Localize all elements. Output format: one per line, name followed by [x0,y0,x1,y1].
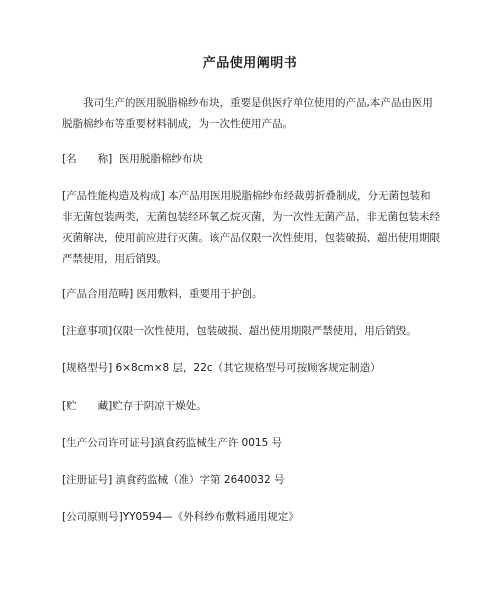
section-label: [注册证号] [62,474,113,486]
section-text: 6×8cm×8 层，22c（其它规格型号可按顾客规定制造） [115,362,381,374]
section-label: [贮 藏] [62,400,113,412]
section-performance [62,186,440,270]
section-text: YY0594—《外科纱布敷料通用规定》 [122,511,299,523]
section-text: 本产品用医用脱脂棉纱布经裁剪折叠制成，分无菌包装和非无菌包装两类，无菌包装经环氧乙烷灭菌，为一次性无菌产品，非无菌包装未经灭菌解决，使用前应进行灭菌。该产品仅限一次性使用，包装破损、超出使用期限严禁使用，用后销毁。 [62,190,440,265]
section-storage [62,396,440,417]
section-text: 贮存于阴凉干燥处。 [112,400,207,412]
section-label: [产品性能构造及构成] [62,190,165,202]
section-label: [名 称] [62,153,113,165]
document-title: 产品使用阐明书 [202,56,298,71]
section-standard [62,507,440,528]
section-text: 仅限一次性使用，包装破损、超出使用期限严禁使用，用后销毁。 [112,325,417,337]
section-text: 滇食药监械生产许 0015 号 [154,437,283,449]
section-specification [62,358,440,379]
section-label: [生产公司许可证号] [62,437,155,449]
section-label: [注意事项] [62,325,113,337]
section-label: [规格型号] [62,362,113,374]
section-text: 滇食药监械（准）字第 2640032 号 [115,474,285,486]
section-label: [产品合用范畴] [62,288,134,300]
section-text: 医用敷料，重要用于护创。 [136,288,263,300]
section-production-license [62,433,440,454]
section-precautions [62,321,440,342]
section-name [62,149,440,170]
section-label: [公司原则号] [62,511,123,523]
section-text: 医用脱脂棉纱布块 [118,153,203,165]
section-registration [62,470,440,491]
intro-paragraph: 我司生产的医用脱脂棉纱布块，重要是供医疗单位使用的产品,本产品由医用脱脂棉纱布等重要材料制成，为一次性使用产品。 [62,97,433,130]
section-scope [62,284,440,305]
